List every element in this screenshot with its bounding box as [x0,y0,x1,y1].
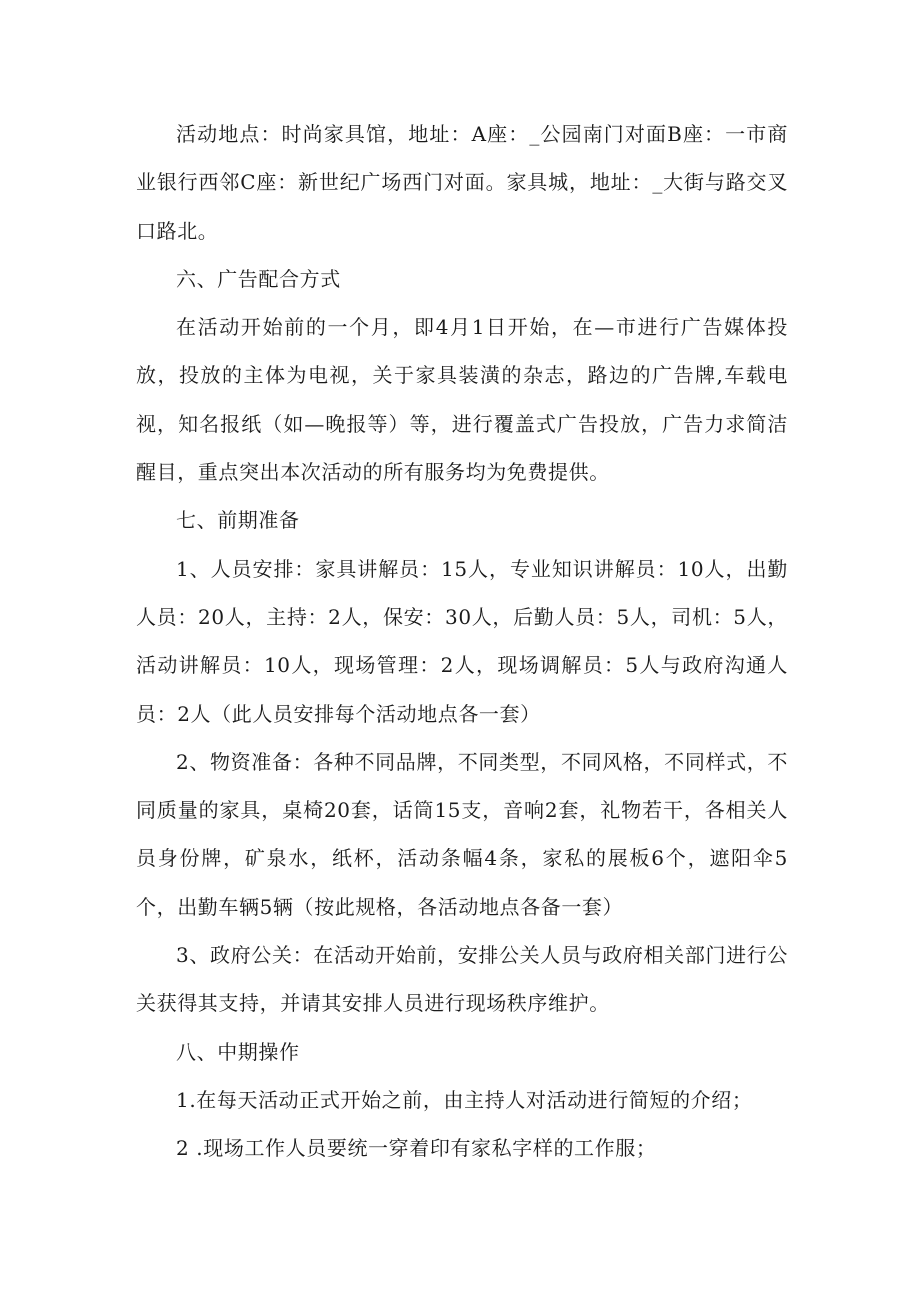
paragraph-venue: 活动地点：时尚家具馆，地址：A座：_公园南门对面B座：一市商业银行西邻C座：新世纪广场西门对面。家具城，地址：_大街与路交叉口路北。 [136,122,788,243]
document-body [136,110,788,1173]
section-heading-advertising: 六、广告配合方式 [176,266,341,291]
paragraph-operation-step-2: 2 .现场工作人员要统一穿着印有家私字样的工作服； [176,1136,657,1161]
paragraph-staffing: 1、人员安排：家具讲解员：15人，专业知识讲解员：10人，出勤人员：20人，主持：2人，保安：30人，后勤人员：5人，司机：5人，活动讲解员：10人，现场管理：2人，现场调解员：5人与政府沟通人员：2人（此人员安排每个活动地点各一套） [136,556,788,726]
paragraph-operation-step-1: 1.在每天活动正式开始之前，由主持人对活动进行简短的介绍； [176,1087,753,1112]
section-heading-preparation: 七、前期准备 [176,508,300,533]
section-heading-operation: 八、中期操作 [176,1039,300,1064]
paragraph-government-relations: 3、政府公关：在活动开始前，安排公关人员与政府相关部门进行公关获得其支持，并请其安排人员进行现场秩序维护。 [136,943,788,1016]
paragraph-materials: 2、物资准备：各种不同品牌，不同类型，不同风格，不同样式，不同质量的家具，桌椅20套，话筒15支，音响2套，礼物若干，各相关人员身份牌，矿泉水，纸杯，活动条幅4条，家私的展板6个，遮阳伞5个，出勤车辆5辆（按此规格，各活动地点各备一套） [136,749,788,919]
paragraph-advertising: 在活动开始前的一个月，即4月1日开始，在—市进行广告媒体投放，投放的主体为电视，关于家具装潢的杂志，路边的广告牌,车载电视，知名报纸（如—晚报等）等，进行覆盖式广告投放，广告力求简洁醒目，重点突出本次活动的所有服务均为免费提供。 [136,315,788,485]
